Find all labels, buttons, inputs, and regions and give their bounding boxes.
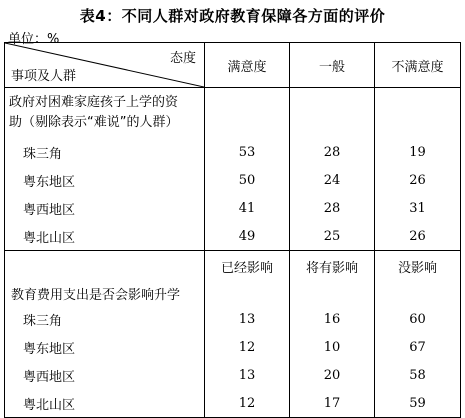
column-header-affected: 已经影响 [205,251,290,282]
value-cell: 41 [205,194,290,222]
table-row [5,194,461,222]
value-cell: 17 [290,389,375,418]
value-cell: 49 [205,222,290,251]
section1-label-row [5,88,461,139]
value-cell: 60 [375,305,461,333]
value-cell: 16 [290,305,375,333]
row-label: 珠三角 [5,138,205,166]
value-cell: 58 [375,361,461,389]
value-cell: 28 [290,138,375,166]
empty-cell [5,251,205,282]
column-header-will-affect: 将有影响 [290,251,375,282]
value-cell: 31 [375,194,461,222]
value-cell: 13 [205,361,290,389]
section2-label-row [5,281,461,305]
header-row [5,43,461,88]
empty-cell [375,88,461,139]
section2-header-row [5,251,461,282]
column-header-unsatisfied: 不满意度 [375,43,461,88]
value-cell: 53 [205,138,290,166]
value-cell: 13 [205,305,290,333]
header-items: 事项及人群 [11,69,77,84]
table-row [5,361,461,389]
value-cell: 10 [290,333,375,361]
table-row [5,138,461,166]
section1-label-line1: 政府对困难家庭孩子上学的资 [9,95,179,110]
value-cell: 67 [375,333,461,361]
diagonal-header-cell [5,43,205,88]
section1-label-line2: 助（剔除表示“难说”的人群） [9,115,179,130]
value-cell: 19 [375,138,461,166]
row-label: 粤西地区 [5,361,205,389]
value-cell: 12 [205,333,290,361]
section1-label [5,88,205,139]
section2-label: 教育费用支出是否会影响升学 [5,281,205,305]
value-cell: 12 [205,389,290,418]
empty-cell [205,88,290,139]
column-header-satisfied: 满意度 [205,43,290,88]
table-row [5,333,461,361]
value-cell: 28 [290,194,375,222]
empty-cell [375,281,461,305]
empty-cell [290,88,375,139]
value-cell: 26 [375,222,461,251]
table-title: 表4：不同人群对政府教育保障各方面的评价 [79,7,386,25]
table-row [5,222,461,251]
value-cell: 26 [375,166,461,194]
empty-cell [205,281,290,305]
value-cell: 25 [290,222,375,251]
row-label: 粤西地区 [5,194,205,222]
value-cell: 50 [205,166,290,194]
header-attitude: 态度 [169,51,196,66]
value-cell: 24 [290,166,375,194]
row-label: 粤北山区 [5,222,205,251]
row-label: 粤东地区 [5,166,205,194]
column-header-neutral: 一般 [290,43,375,88]
column-header-no-effect: 没影响 [375,251,461,282]
empty-cell [290,281,375,305]
table-row [5,166,461,194]
evaluation-table [4,42,461,418]
row-label: 粤北山区 [5,389,205,418]
value-cell: 59 [375,389,461,418]
table-row [5,305,461,333]
row-label: 珠三角 [5,305,205,333]
value-cell: 20 [290,361,375,389]
row-label: 粤东地区 [5,333,205,361]
table-row [5,389,461,418]
unit-label: 单位：% [8,32,60,47]
